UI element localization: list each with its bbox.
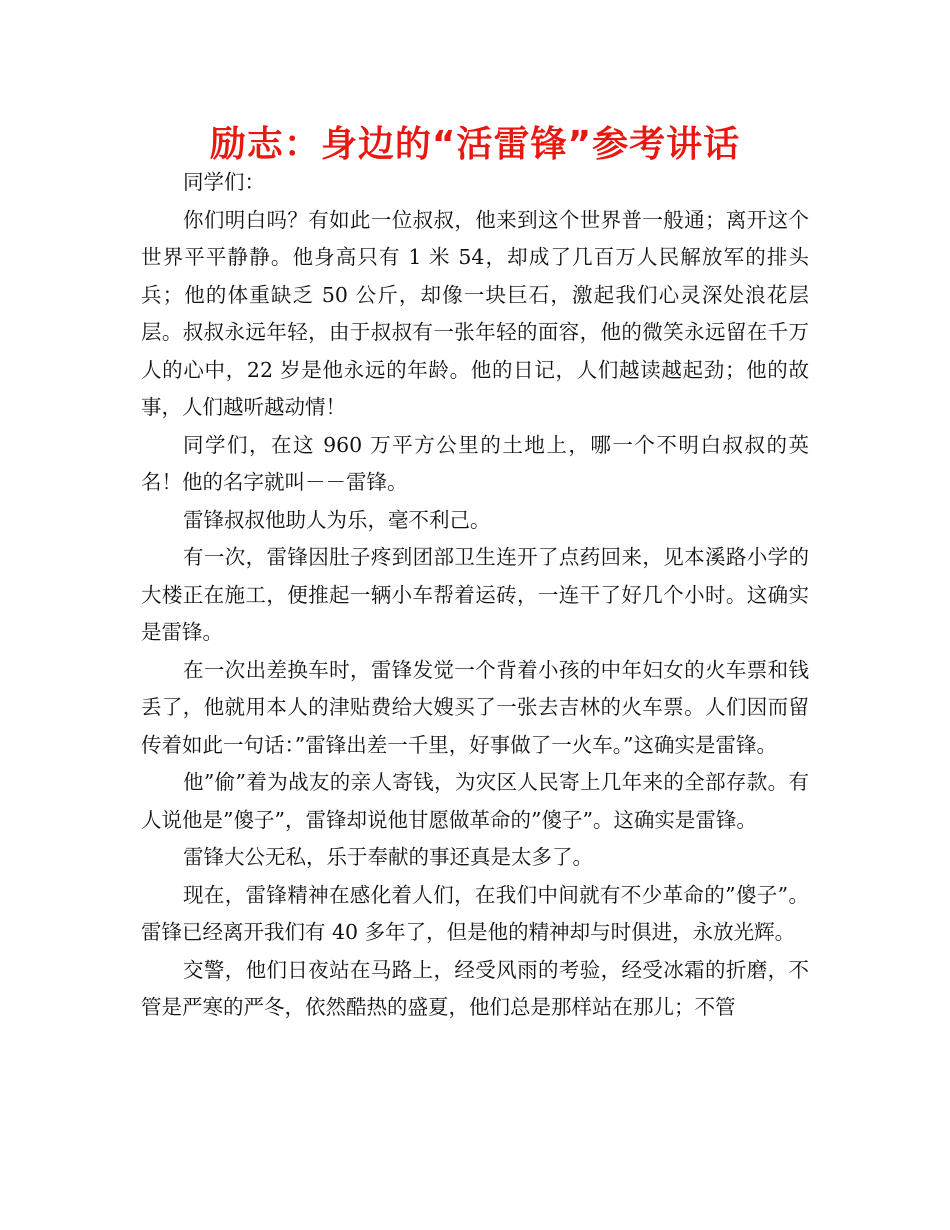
body-paragraph: 有一次，雷锋因肚子疼到团部卫生连开了点药回来，见本溪路小学的大楼正在施工，便推起一辆小车帮着运砖，一连干了好几个小时。这确实是雷锋。 <box>141 545 809 644</box>
body-paragraph: 他”偷”着为战友的亲人寄钱，为灾区人民寄上几年来的全部存款。有人说他是”傻子”，雷锋却说他甘愿做革命的”傻子”。这确实是雷锋。 <box>141 770 809 832</box>
body-paragraph: 你们明白吗？有如此一位叔叔，他来到这个世界普一般通；离开这个世界平平静静。他身高只有 1 米 54，却成了几百万人民解放军的排头兵；他的体重缺乏 50 公斤，却像一块巨石，激起我们心灵深处浪花层层。叔叔永远年轻，由于叔叔有一张年轻的面容，他的微笑永远留在千万人的心中，22 岁是他永远的年龄。他的日记，人们越读越起劲；他的故事，人们越听越动情！ <box>141 207 809 419</box>
body-paragraph: 在一次出差换车时，雷锋发觉一个背着小孩的中年妇女的火车票和钱丢了，他就用本人的津贴费给大嫂买了一张去吉林的火车票。人们因而留传着如此一句话：”雷锋出差一千里，好事做了一火车。”这确实是雷锋。 <box>141 657 809 757</box>
body-paragraph: 雷锋叔叔他助人为乐，毫不利己。 <box>183 507 491 532</box>
body-paragraph: 同学们，在这 960 万平方公里的土地上，哪一个不明白叔叔的英名！他的名字就叫－－雷锋。 <box>141 432 809 494</box>
salutation-paragraph: 同学们： <box>183 170 265 194</box>
body-paragraph: 雷锋大公无私，乐于奉献的事还真是太多了。 <box>183 845 593 869</box>
body-paragraph: 现在，雷锋精神在感化着人们，在我们中间就有不少革命的”傻子”。雷锋已经离开我们有 40 多年了，但是他的精神却与时俱进，永放光辉。 <box>141 882 809 944</box>
body-paragraph: 交警，他们日夜站在马路上，经受风雨的考验，经受冰霜的折磨，不管是严寒的严冬，依然酷热的盛夏，他们总是那样站在那儿；不管 <box>141 957 809 1019</box>
document-body <box>141 164 809 1027</box>
document-title: 励志：身边的“活雷锋”参考讲话 <box>209 124 741 165</box>
